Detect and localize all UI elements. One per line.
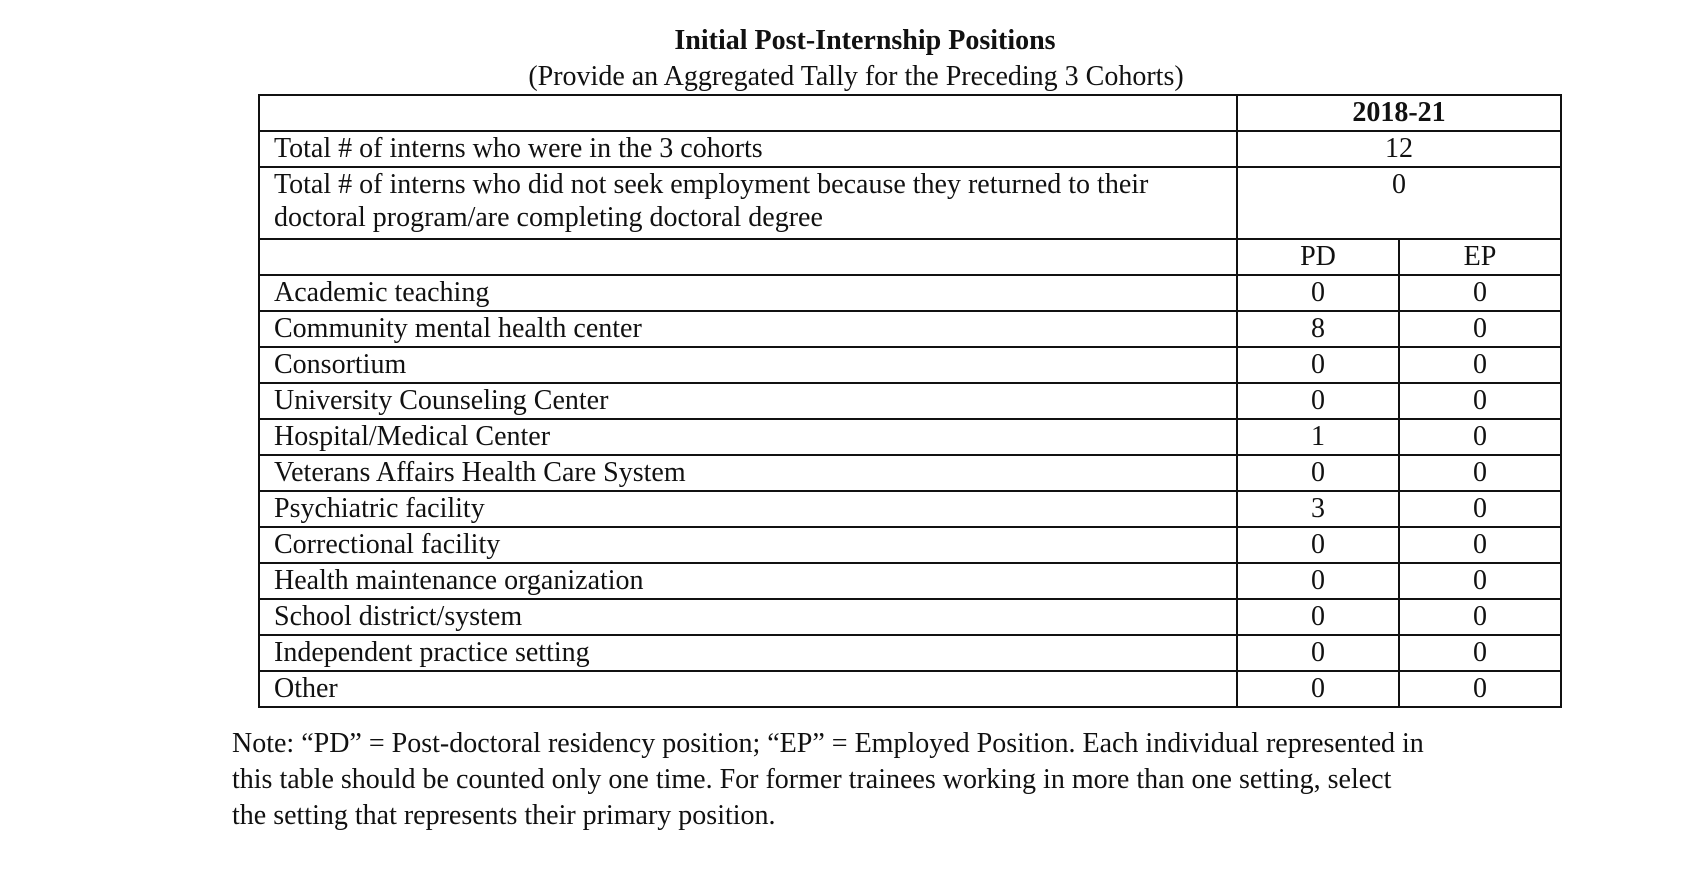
pd-value: 0 — [1237, 527, 1399, 563]
ep-value: 0 — [1399, 347, 1561, 383]
setting-label: Veterans Affairs Health Care System — [259, 455, 1237, 491]
setting-label: Community mental health center — [259, 311, 1237, 347]
column-header-ep: EP — [1399, 239, 1561, 275]
table-row — [259, 635, 1561, 671]
returned-label: Total # of interns who did not seek employment because they returned to their doctoral program/are completing doctoral degree — [259, 167, 1237, 239]
ep-value: 0 — [1399, 563, 1561, 599]
setting-label: Hospital/Medical Center — [259, 419, 1237, 455]
table-row — [259, 347, 1561, 383]
pd-value: 0 — [1237, 455, 1399, 491]
setting-label: University Counseling Center — [259, 383, 1237, 419]
returned-value: 0 — [1237, 167, 1561, 239]
table-row — [259, 491, 1561, 527]
ep-value: 0 — [1399, 311, 1561, 347]
ep-value: 0 — [1399, 419, 1561, 455]
ep-value: 0 — [1399, 527, 1561, 563]
year-header: 2018-21 — [1237, 95, 1561, 131]
pd-value: 8 — [1237, 311, 1399, 347]
ep-value: 0 — [1399, 383, 1561, 419]
column-header-blank — [259, 239, 1237, 275]
table-row — [259, 419, 1561, 455]
total-interns-value: 12 — [1237, 131, 1561, 167]
table-row — [259, 563, 1561, 599]
table-row — [259, 311, 1561, 347]
setting-label: Health maintenance organization — [259, 563, 1237, 599]
setting-label: Psychiatric facility — [259, 491, 1237, 527]
table-row — [259, 671, 1561, 707]
setting-label: Academic teaching — [259, 275, 1237, 311]
setting-label: Independent practice setting — [259, 635, 1237, 671]
header-row — [259, 95, 1561, 131]
pd-value: 0 — [1237, 275, 1399, 311]
table-row — [259, 599, 1561, 635]
pd-value: 0 — [1237, 671, 1399, 707]
ep-value: 0 — [1399, 491, 1561, 527]
setting-label: Correctional facility — [259, 527, 1237, 563]
table-note: Note: “PD” = Post-doctoral residency position; “EP” = Employed Position. Each individual represented in this table should be counted only one time. For former trainees working in more than one setting, select the setting that represents their primary position. — [232, 728, 1424, 831]
ep-value: 0 — [1399, 455, 1561, 491]
setting-label: Other — [259, 671, 1237, 707]
header-blank-cell — [259, 95, 1237, 131]
table-row — [259, 455, 1561, 491]
total-interns-label: Total # of interns who were in the 3 cohorts — [259, 131, 1237, 167]
pd-value: 0 — [1237, 599, 1399, 635]
pd-value: 3 — [1237, 491, 1399, 527]
column-header-pd: PD — [1237, 239, 1399, 275]
table-row — [259, 383, 1561, 419]
pd-value: 0 — [1237, 383, 1399, 419]
setting-label: Consortium — [259, 347, 1237, 383]
ep-value: 0 — [1399, 671, 1561, 707]
pd-value: 0 — [1237, 635, 1399, 671]
pd-value: 1 — [1237, 419, 1399, 455]
page-title: Initial Post-Internship Positions — [674, 25, 1056, 56]
pd-value: 0 — [1237, 563, 1399, 599]
returned-row — [259, 167, 1561, 239]
setting-label: School district/system — [259, 599, 1237, 635]
positions-table — [258, 94, 1562, 708]
ep-value: 0 — [1399, 599, 1561, 635]
table-row — [259, 275, 1561, 311]
table-row — [259, 527, 1561, 563]
page-subtitle: (Provide an Aggregated Tally for the Preceding 3 Cohorts) — [528, 61, 1184, 92]
pd-value: 0 — [1237, 347, 1399, 383]
ep-value: 0 — [1399, 635, 1561, 671]
total-interns-row — [259, 131, 1561, 167]
column-header-row — [259, 239, 1561, 275]
ep-value: 0 — [1399, 275, 1561, 311]
